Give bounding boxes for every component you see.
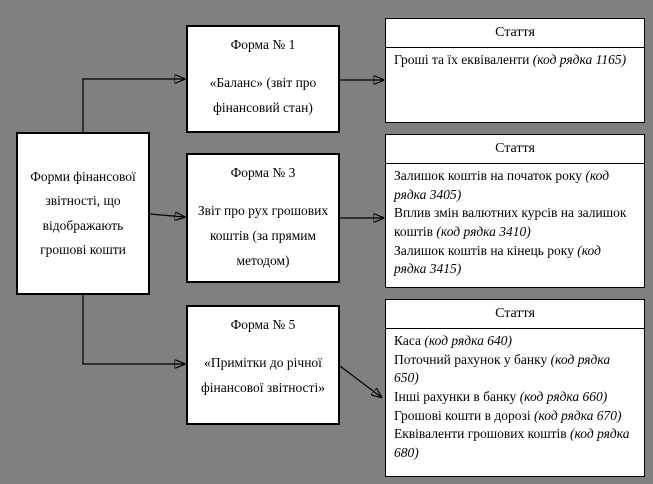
article-item-code: (код рядка 1165) <box>532 52 627 67</box>
form-box-5-title: Форма № 5 <box>230 317 296 332</box>
connector-root-to-form3 <box>150 214 184 217</box>
article-box-1-body <box>386 48 644 70</box>
form-box-1-title: Форма № 1 <box>230 37 296 52</box>
article-item-text: Інші рахунки в банку <box>394 388 517 404</box>
connector-root-to-form5 <box>83 295 184 364</box>
article-box-3 <box>385 299 645 477</box>
root-box <box>16 132 150 295</box>
article-box-2-header: Стаття <box>386 135 644 164</box>
article-item-code: (код рядка 670) <box>533 407 622 423</box>
article-box-1 <box>385 18 645 123</box>
article-item-code: (код рядка 3415) <box>394 242 601 277</box>
form-box-3-title: Форма № 3 <box>230 165 296 180</box>
form-box-3-body: Звіт про рух грошових коштів (за прямим методом) <box>197 202 329 268</box>
article-item <box>394 167 636 204</box>
article-item <box>394 425 636 462</box>
article-item-code: (код рядка 650) <box>394 351 611 386</box>
article-box-1-header: Стаття <box>386 19 644 48</box>
article-item <box>394 51 636 70</box>
article-item <box>394 242 636 279</box>
article-box-2-body <box>386 164 644 279</box>
connector-root-to-form1 <box>83 79 184 132</box>
article-item-text: Гроші та їх еквіваленти <box>394 52 530 67</box>
article-item <box>394 332 636 351</box>
article-item-text: Залишок коштів на початок року <box>394 168 583 183</box>
article-item-text: Залишок коштів на кінець року <box>394 242 574 258</box>
article-item <box>394 204 636 241</box>
form-box-3 <box>186 153 340 283</box>
article-box-2 <box>385 134 645 288</box>
root-box-label: Форми фінансової звітності, що відображають грошові кошти <box>30 168 136 257</box>
article-item-code: (код рядка 3410) <box>436 223 531 239</box>
connector-form5-to-article3 <box>340 366 381 397</box>
article-item-text: Вплив змін валютних курсів на залишок коштів <box>394 205 627 239</box>
article-item-code: (код рядка 640) <box>424 333 512 348</box>
article-item <box>394 388 636 407</box>
form-box-5-body: «Примітки до річної фінансової звітності» <box>201 354 325 395</box>
article-box-3-body <box>386 329 644 462</box>
form-box-5 <box>186 305 340 425</box>
form-box-1 <box>186 25 340 133</box>
article-item-text: Грошові кошти в дорозі <box>394 407 531 423</box>
article-item-code: (код рядка 3405) <box>394 168 610 202</box>
article-box-3-header: Стаття <box>386 300 644 329</box>
article-item <box>394 407 636 426</box>
article-item-text: Каса <box>394 333 421 348</box>
article-item-text: Поточний рахунок у банку <box>394 351 548 367</box>
article-item-code: (код рядка 660) <box>519 388 608 404</box>
article-item <box>394 351 636 388</box>
form-box-1-body: «Баланс» (звіт про фінансовий стан) <box>209 74 317 115</box>
article-item-code: (код рядка 680) <box>394 426 630 460</box>
article-item-text: Еквіваленти грошових коштів <box>394 426 567 442</box>
